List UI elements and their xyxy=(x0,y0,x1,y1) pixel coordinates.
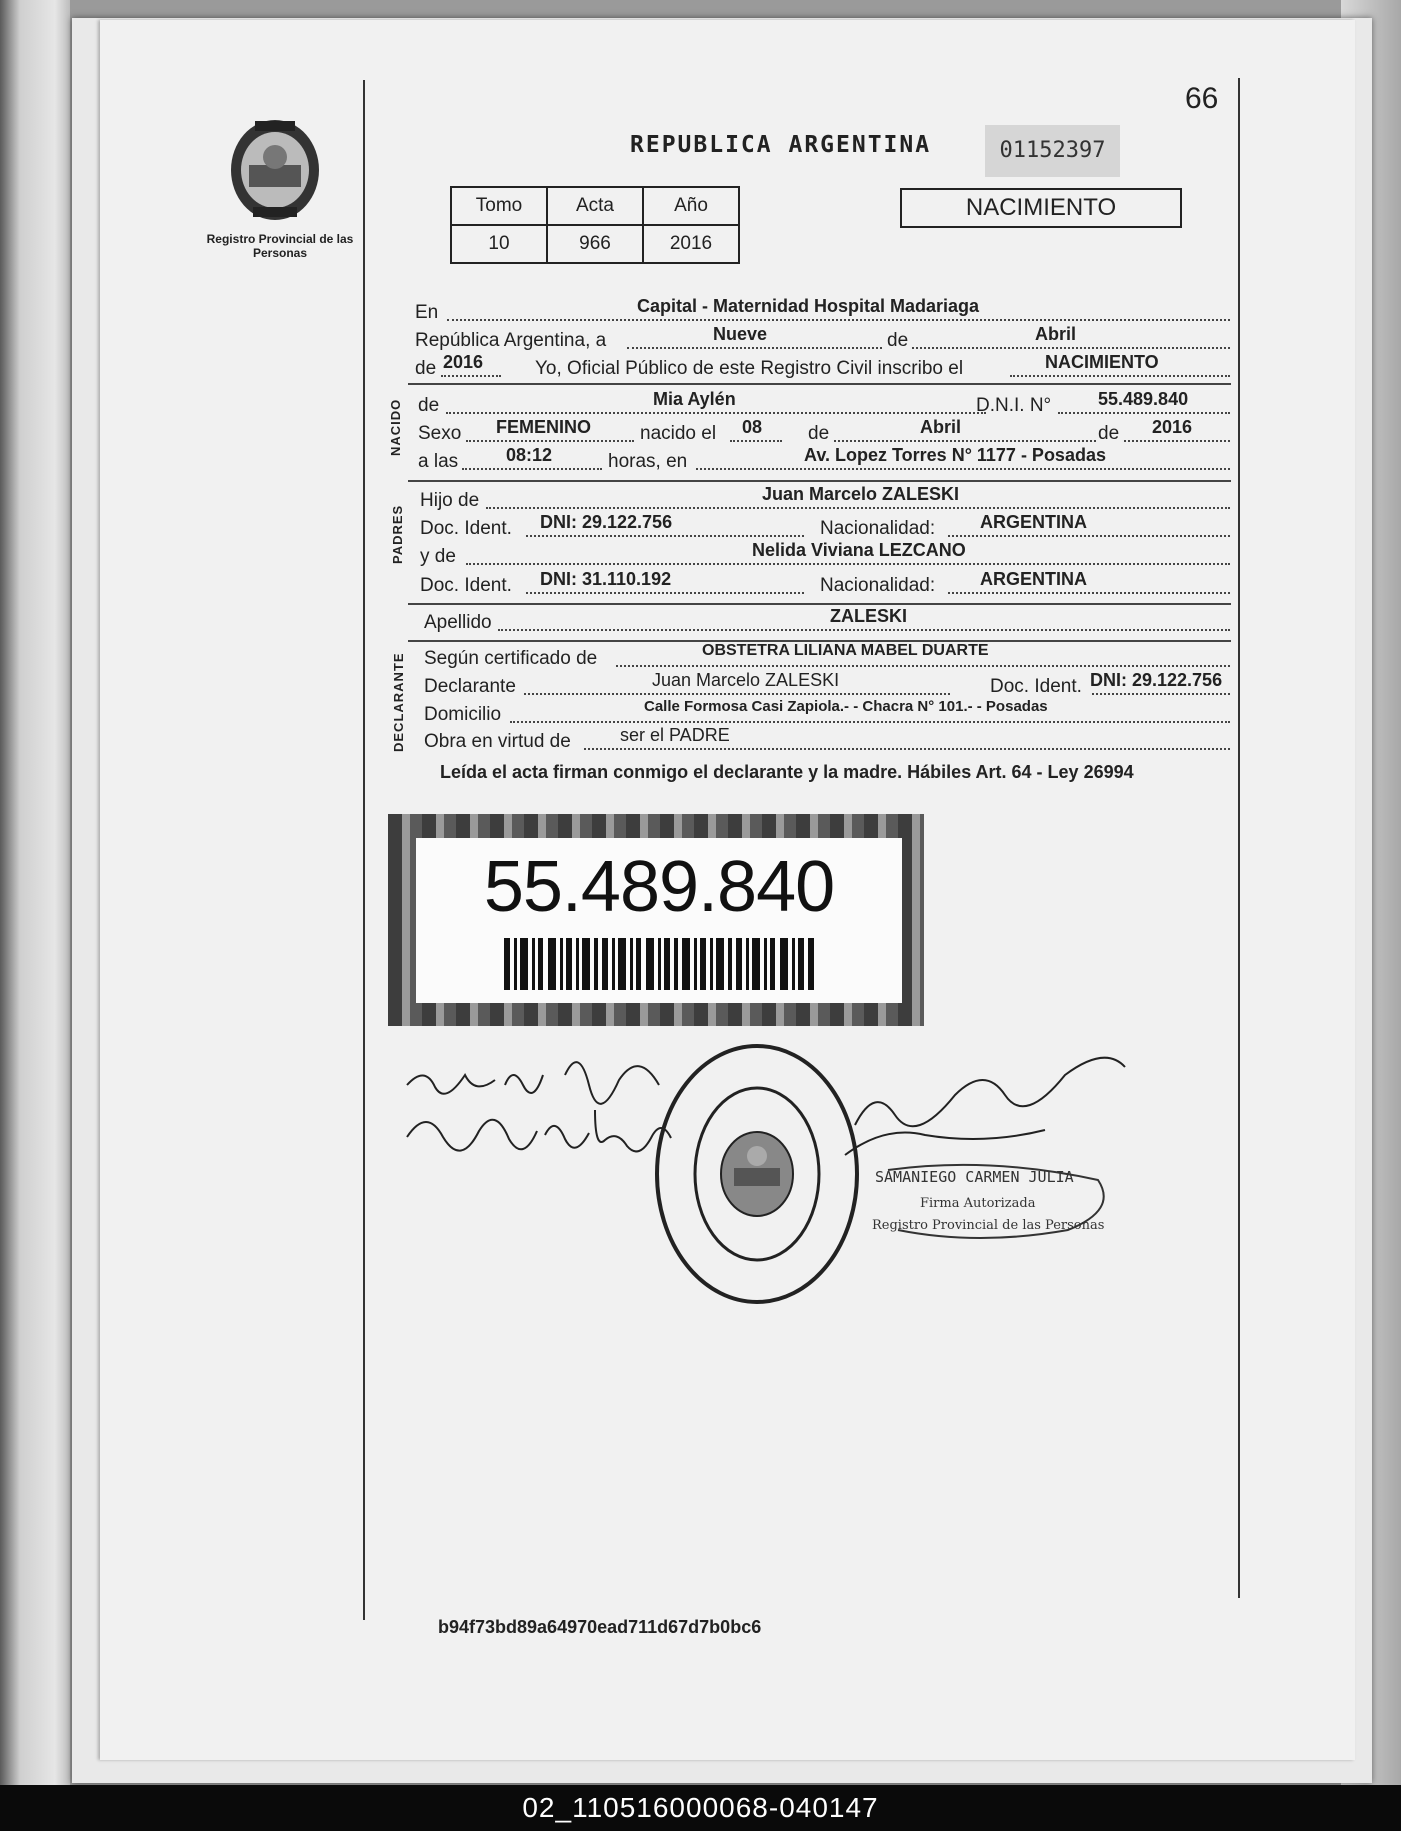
dni-label: D.N.I. N° xyxy=(976,395,1052,416)
mother-doc-label: Doc. Ident. xyxy=(420,575,512,596)
registry-table xyxy=(450,186,740,264)
dotted-line xyxy=(441,375,501,377)
intro-month: Abril xyxy=(1035,324,1077,344)
birth-month: Abril xyxy=(920,417,962,437)
stamp-org: Registro Provincial de las Personas xyxy=(872,1218,1105,1233)
right-margin-line xyxy=(1238,78,1240,1598)
dotted-line xyxy=(948,535,1230,537)
horas-label: horas, en xyxy=(608,451,688,472)
de-label: de xyxy=(887,330,909,351)
dotted-line xyxy=(627,347,882,349)
birth-year: 2016 xyxy=(1152,417,1193,437)
registry-header-anio: Año xyxy=(643,187,739,225)
footer-file-id: 02_110516000068-040147 xyxy=(0,1785,1401,1831)
father-doc-label: Doc. Ident. xyxy=(420,518,512,539)
en-label: En xyxy=(415,302,439,323)
dotted-line xyxy=(696,468,1230,470)
declarante-doc-label: Doc. Ident. xyxy=(990,676,1082,697)
nacido-el-label: nacido el xyxy=(640,423,717,444)
closing-note: Leída el acta firman conmigo el declarante y la madre. Hábiles Art. 64 - Ley 26994 xyxy=(440,762,1134,782)
registry-header-acta: Acta xyxy=(547,187,643,225)
father-name: Juan Marcelo ZALESKI xyxy=(762,484,960,504)
dotted-line xyxy=(462,468,602,470)
dotted-line xyxy=(584,748,1230,750)
barcode xyxy=(504,938,814,990)
intro-year: 2016 xyxy=(443,352,484,372)
apellido-label: Apellido xyxy=(424,612,492,633)
dotted-line xyxy=(498,629,1230,631)
child-sex: FEMENINO xyxy=(496,417,592,437)
de-label-2: de xyxy=(808,423,830,444)
birth-place: Capital - Maternidad Hospital Madariaga xyxy=(637,296,980,316)
nacido-side-label: NACIDO xyxy=(388,398,403,456)
y-de-label: y de xyxy=(420,546,456,567)
year-prefix-label: de xyxy=(415,358,437,379)
serial-number: 01152397 xyxy=(985,125,1120,177)
dotted-line xyxy=(730,440,782,442)
certificado-label: Según certificado de xyxy=(424,648,598,669)
father-nacionalidad-label: Nacionalidad: xyxy=(820,518,936,539)
stamp-name: SAMANIEGO CARMEN JULIA xyxy=(875,1168,1074,1186)
registry-header-tomo: Tomo xyxy=(451,187,547,225)
ministry-oval-seal xyxy=(652,1040,862,1308)
alas-label: a las xyxy=(418,451,459,472)
dotted-line xyxy=(486,507,1230,509)
declarante-row-3 xyxy=(424,698,1230,730)
section-separator xyxy=(408,480,1231,482)
dotted-line xyxy=(1010,375,1230,377)
birth-time: 08:12 xyxy=(506,445,553,465)
birth-address: Av. Lopez Torres N° 1177 - Posadas xyxy=(804,445,1106,465)
declarante-side-label: DECLARANTE xyxy=(391,652,406,752)
dotted-line xyxy=(948,592,1230,594)
sticker-dni-number: 55.489.840 xyxy=(483,847,835,927)
republica-label: República Argentina, a xyxy=(415,330,607,351)
apellido-row xyxy=(424,606,1230,638)
mother-name: Nelida Viviana LEZCANO xyxy=(752,540,966,560)
left-margin-line xyxy=(363,80,365,1620)
record-type-box: NACIMIENTO xyxy=(900,188,1182,228)
dni-sticker-label xyxy=(416,838,902,1003)
mother-nacionalidad-label: Nacionalidad: xyxy=(820,575,936,596)
dotted-line xyxy=(466,440,634,442)
domicilio-value: Calle Formosa Casi Zapiola.- - Chacra N° 101.- - Posadas xyxy=(644,698,1048,715)
nacido-de-label: de xyxy=(418,395,440,416)
apellido-value: ZALESKI xyxy=(830,606,908,626)
logo-caption: Registro Provincial de las Personas xyxy=(206,232,354,260)
dotted-line xyxy=(912,347,1230,349)
misiones-coat-of-arms-logo xyxy=(225,115,325,225)
intro-row-1 xyxy=(415,296,1230,328)
registry-value-acta: 966 xyxy=(547,225,643,263)
day-word: Nueve xyxy=(713,324,768,344)
intro-row-3 xyxy=(415,352,1230,384)
mother-nacionalidad: ARGENTINA xyxy=(980,569,1087,589)
dotted-line xyxy=(446,412,986,414)
dotted-line xyxy=(1124,440,1230,442)
declarante-label: Declarante xyxy=(424,676,516,697)
registry-value-anio: 2016 xyxy=(643,225,739,263)
certificado-value: OBSTETRA LILIANA MABEL DUARTE xyxy=(702,642,989,659)
document-title: REPUBLICA ARGENTINA xyxy=(630,132,932,158)
oficial-text: Yo, Oficial Público de este Registro Civil inscribo el xyxy=(535,358,964,379)
page-number: 66 xyxy=(1185,82,1219,115)
dotted-line xyxy=(1058,412,1230,414)
sexo-label: Sexo xyxy=(418,423,462,444)
padres-row-4 xyxy=(420,569,1230,601)
father-nacionalidad: ARGENTINA xyxy=(980,512,1087,532)
birth-day: 08 xyxy=(742,417,763,437)
obra-value: ser el PADRE xyxy=(620,725,730,745)
registry-value-tomo: 10 xyxy=(451,225,547,263)
nacido-row-3 xyxy=(418,445,1230,477)
dotted-line xyxy=(834,440,1096,442)
child-dni: 55.489.840 xyxy=(1098,389,1189,409)
padres-side-label: PADRES xyxy=(390,504,405,564)
declarante-row-4 xyxy=(424,725,1230,757)
child-name: Mia Aylén xyxy=(653,389,736,409)
document-hash: b94f73bd89a64970ead711d67d7b0bc6 xyxy=(438,1617,762,1637)
dotted-line xyxy=(524,693,950,695)
intro-event: NACIMIENTO xyxy=(1045,352,1159,372)
dni-sticker xyxy=(388,814,924,1026)
mother-doc: DNI: 31.110.192 xyxy=(540,569,672,589)
obra-label: Obra en virtud de xyxy=(424,731,571,752)
dotted-line xyxy=(447,319,1230,321)
declarante-name: Juan Marcelo ZALESKI xyxy=(652,670,840,690)
dotted-line xyxy=(526,535,804,537)
hijo-de-label: Hijo de xyxy=(420,490,480,511)
dotted-line xyxy=(510,721,1230,723)
father-doc: DNI: 29.122.756 xyxy=(540,512,673,532)
dotted-line xyxy=(1092,693,1230,695)
domicilio-label: Domicilio xyxy=(424,704,502,725)
dotted-line xyxy=(526,592,804,594)
dotted-line xyxy=(466,563,1230,565)
dotted-line xyxy=(616,665,1230,667)
declarante-doc: DNI: 29.122.756 xyxy=(1090,670,1223,690)
stamp-role: Firma Autorizada xyxy=(920,1196,1036,1211)
de-label-3: de xyxy=(1098,423,1120,444)
background-left-page xyxy=(0,0,70,1785)
section-separator xyxy=(408,383,1231,385)
section-separator xyxy=(408,603,1231,605)
